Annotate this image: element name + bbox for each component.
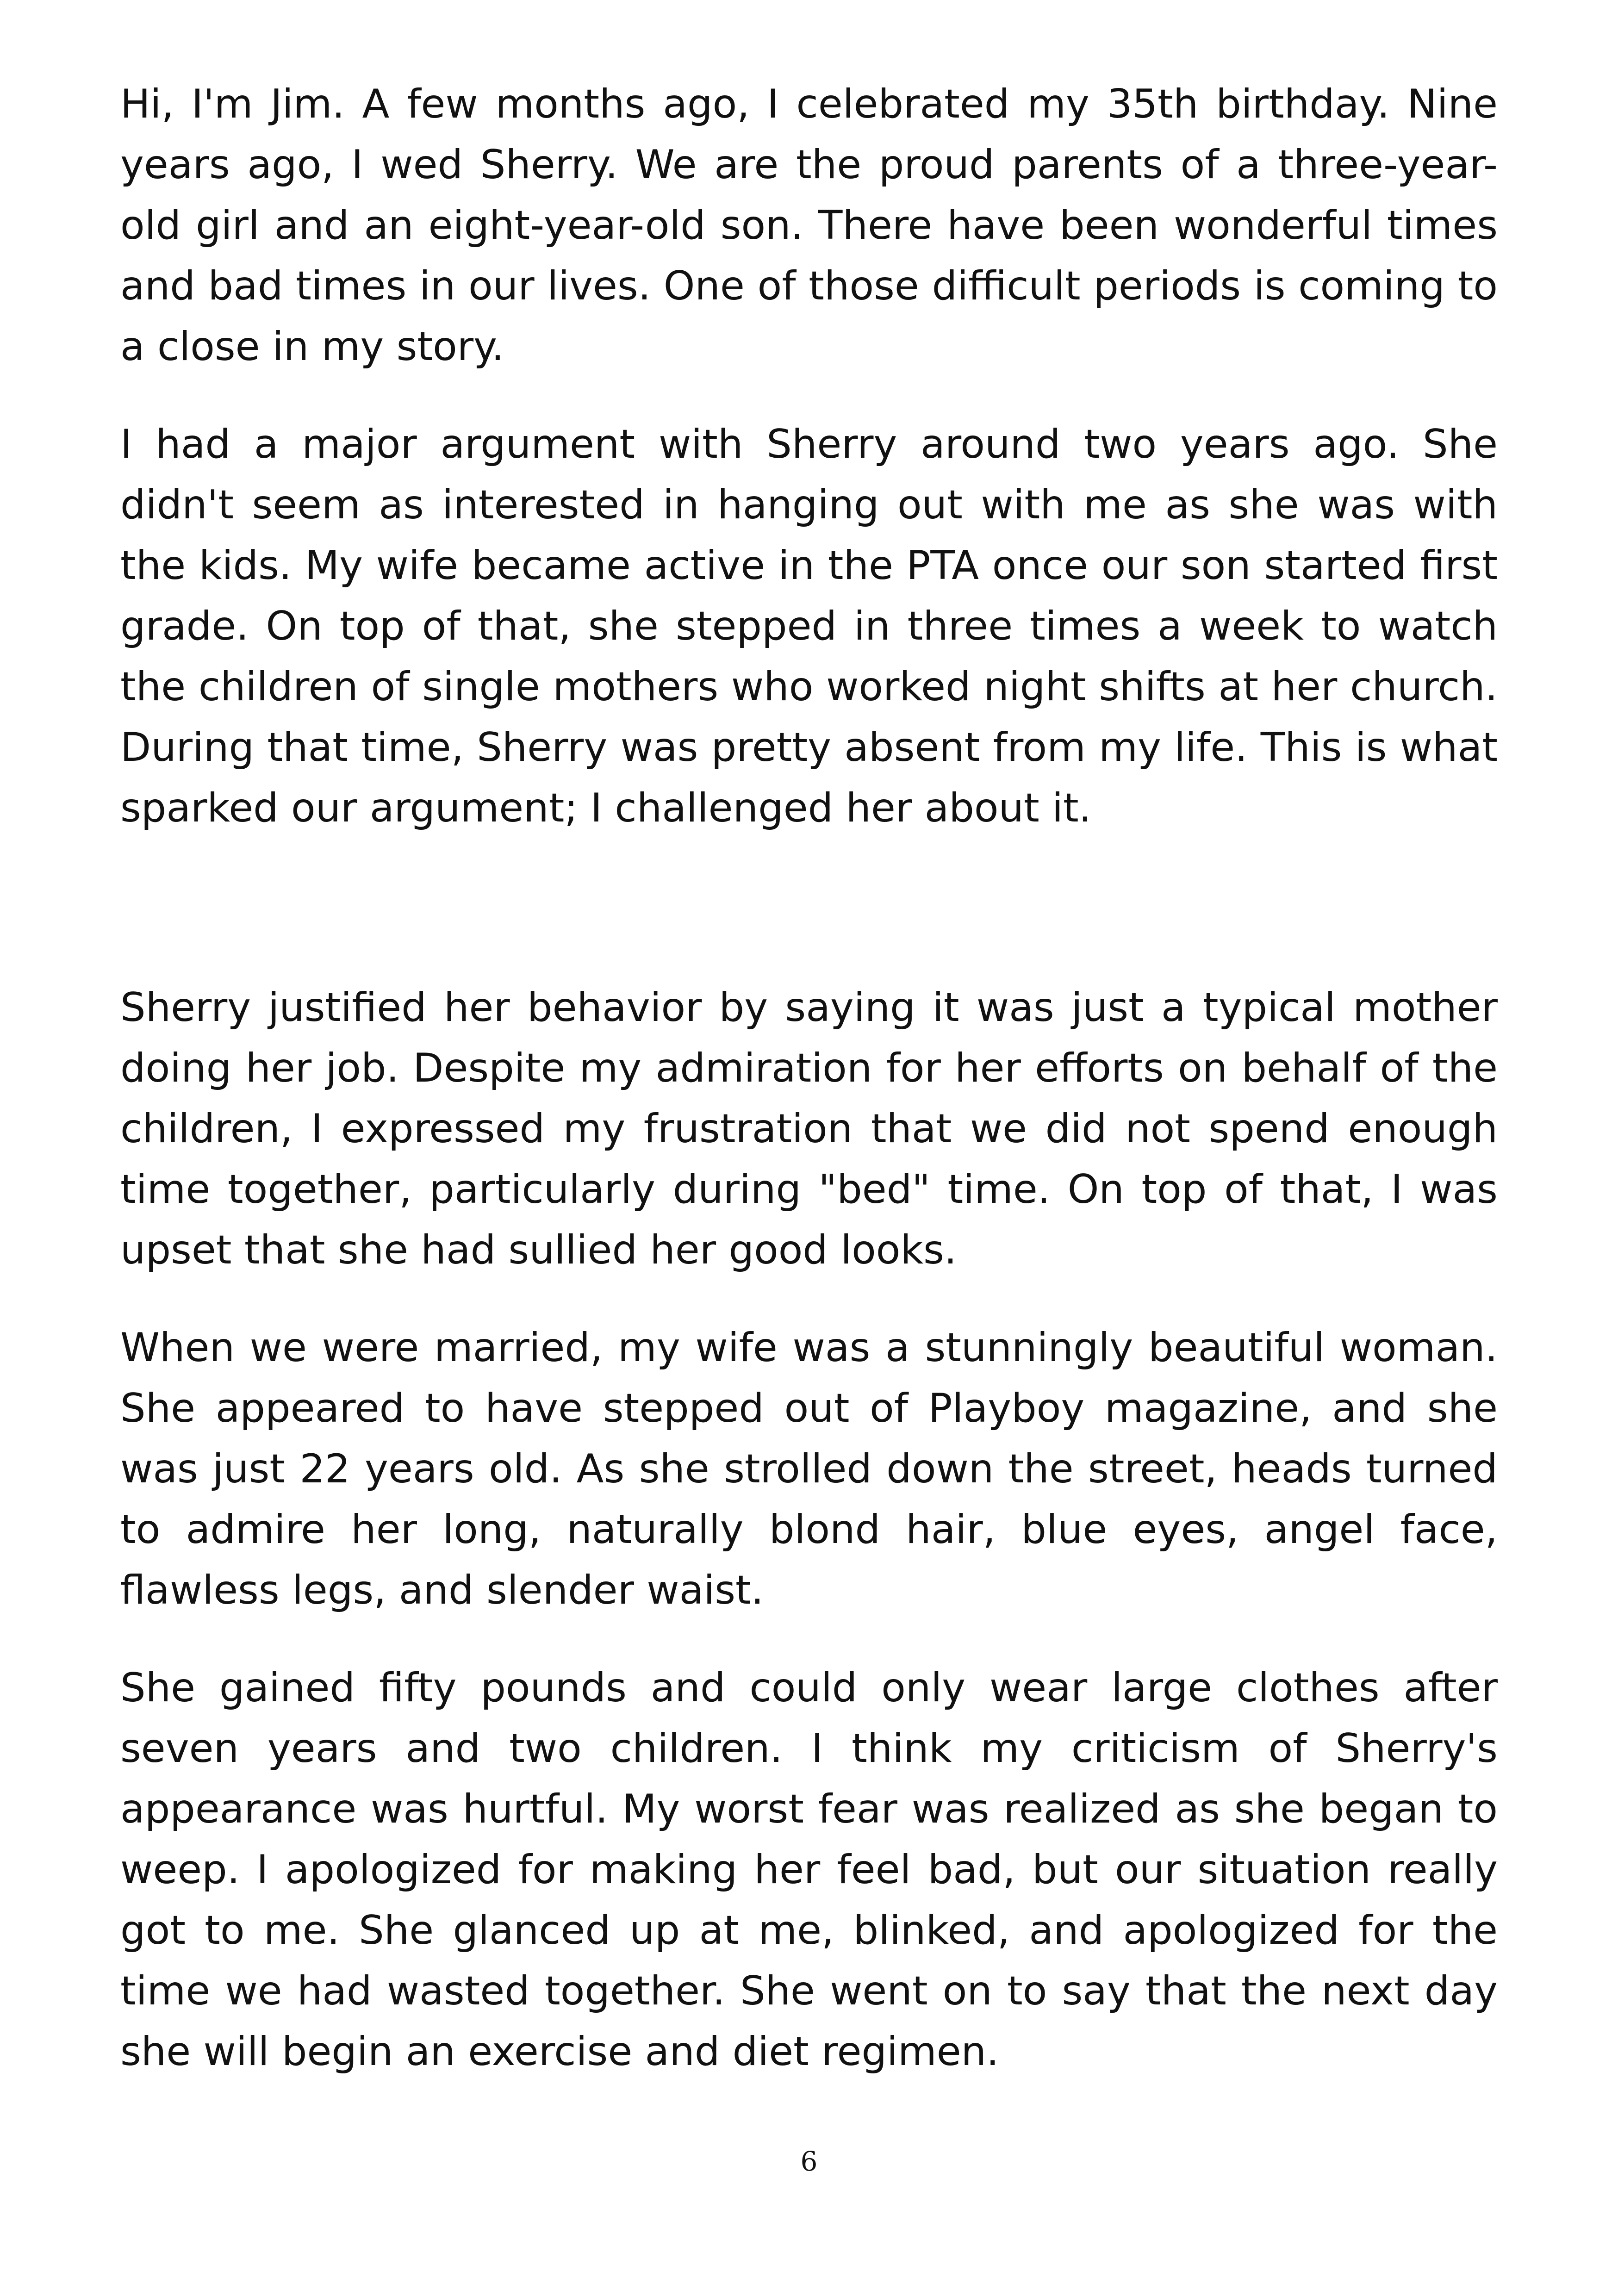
paragraph: Sherry justified her behavior by saying it was just a typical mother doing her job. Despite my admiration for her efforts on behalf of the children, I expressed my frustration that we did not spend enough time together, particularly during "bed" time. On top of that, I was upset that she had sullied her good looks.: [120, 984, 1498, 1273]
paragraph: Hi, I'm Jim. A few months ago, I celebrated my 35th birthday. Nine years ago, I wed Sherry. We are the proud parents of a three-year-old girl and an eight-year-old son. There have been wonderful times and bad times in our lives. One of those difficult periods is coming to a close in my story.: [120, 81, 1498, 370]
page-number: 6: [800, 2146, 818, 2177]
paragraph: When we were married, my wife was a stunningly beautiful woman. She appeared to have stepped out of Playboy magazine, and she was just 22 years old. As she strolled down the street, heads turned to admire her long, naturally blond hair, blue eyes, angel face, flawless legs, and slender waist.: [120, 1325, 1498, 1613]
page-body: [120, 74, 1498, 2119]
paragraph: I had a major argument with Sherry around two years ago. She didn't seem as interested in hanging out with me as she was with the kids. My wife became active in the PTA once our son started first grade. On top of that, she stepped in three times a week to watch the children of single mothers who worked night shifts at her church. During that time, Sherry was pretty absent from my life. This is what sparked our argument; I challenged her about it.: [120, 421, 1498, 831]
paragraph: She gained fifty pounds and could only wear large clothes after seven years and two children. I think my criticism of Sherry's appearance was hurtful. My worst fear was realized as she began to weep. I apologized for making her feel bad, but our situation really got to me. She glanced up at me, blinked, and apologized for the time we had wasted together. She went on to say that the next day she will begin an exercise and diet regimen.: [120, 1665, 1498, 2075]
